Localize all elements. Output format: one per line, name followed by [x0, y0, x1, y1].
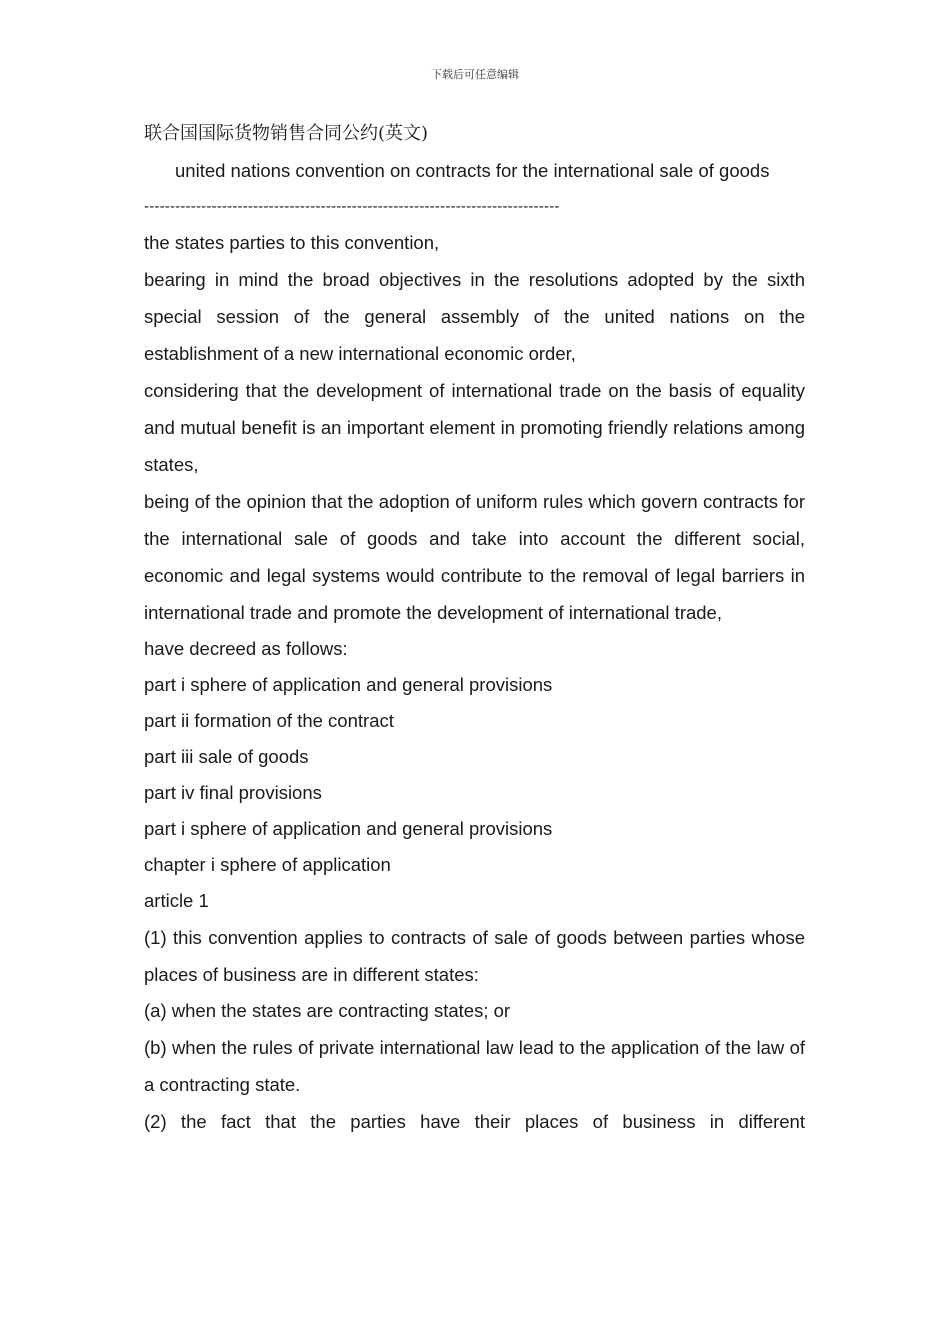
part-heading: part i sphere of application and general provisions [144, 818, 553, 839]
document-body [144, 116, 805, 1140]
paragraph: considering that the development of international trade on the basis of equality and mutual benefit is an important element in promoting friendly relations among states, [144, 380, 805, 475]
paragraph: (b) when the rules of private international law lead to the application of the law of a contracting state. [144, 1037, 805, 1095]
page-header: 下载后可任意编辑 [431, 68, 519, 81]
document-subtitle: united nations convention on contracts for the international sale of goods [175, 160, 770, 181]
toc-entry: part iv final provisions [144, 782, 322, 803]
paragraph: being of the opinion that the adoption of uniform rules which govern contracts for the international sale of goods and take into account the different social, economic and legal systems would contribute to the removal of legal barriers in international trade and promote the development of international trade, [144, 491, 805, 623]
toc-entry: part i sphere of application and general provisions [144, 674, 553, 695]
document-title: 联合国国际货物销售合同公约(英文) [144, 123, 429, 144]
paragraph: have decreed as follows: [144, 638, 348, 659]
toc-entry: part iii sale of goods [144, 746, 309, 767]
toc-entry: part ii formation of the contract [144, 710, 394, 731]
chapter-heading: chapter i sphere of application [144, 854, 391, 875]
paragraph: (1) this convention applies to contracts of sale of goods between parties whose places of business are in different states: [144, 927, 805, 985]
paragraph: (a) when the states are contracting states; or [144, 1000, 511, 1021]
paragraph: bearing in mind the broad objectives in the resolutions adopted by the sixth special session of the general assembly of the united nations on the establishment of a new international economic order, [144, 269, 805, 364]
paragraph: (2) the fact that the parties have their places of business in different [144, 1111, 805, 1132]
separator-line: -------------------------------------------------------------------------------- [144, 198, 560, 215]
paragraph: the states parties to this convention, [144, 232, 440, 253]
article-heading: article 1 [144, 890, 209, 911]
